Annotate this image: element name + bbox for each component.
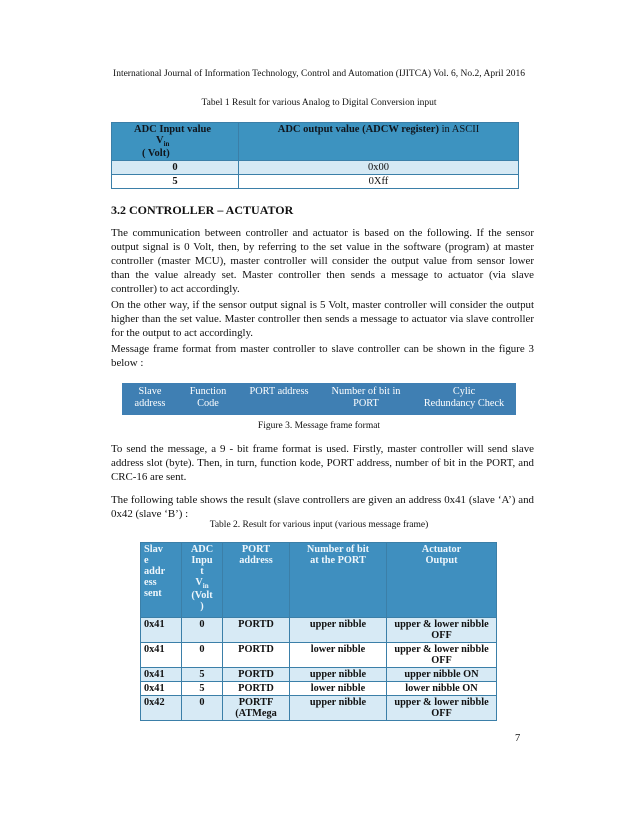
table2-cell: upper nibble ON bbox=[387, 668, 497, 682]
table2-header-slave: Slav e addr ess sent bbox=[141, 543, 182, 618]
table2-cell: 0 bbox=[182, 696, 223, 721]
table1-header-output: ADC output value (ADCW register) in ASCII bbox=[239, 123, 519, 161]
table2-header-adc: ADC Inpu t $V_{in}$ (Volt ) bbox=[182, 543, 223, 618]
frame-field-crc: Cylic Redundancy Check bbox=[423, 386, 505, 409]
table1-cell: 0Xff bbox=[239, 175, 519, 189]
table1-caption: Tabel 1 Result for various Analog to Digital Conversion input bbox=[201, 98, 437, 108]
table-row bbox=[141, 618, 497, 643]
table2-cell: PORTD bbox=[223, 643, 290, 668]
table2-cell: 5 bbox=[182, 682, 223, 696]
frame-field-port-address: PORT address bbox=[249, 386, 309, 397]
frame-field-number-of-bit: Number of bit in PORT bbox=[331, 386, 401, 409]
table2-cell: upper & lower nibble OFF bbox=[387, 643, 497, 668]
table2-cell: PORTD bbox=[223, 618, 290, 643]
body-paragraph-1: The communication between controller and actuator is based on the following. If the sensor output signal is 0 Volt, then, by referring to the set value in the software (program) at master controller (master MCU), master controller will consider the output value from sensor lower than the value already set. Master controller then sends a message to actuator (via slave controller) to act accordingly. bbox=[111, 227, 534, 295]
body-paragraph-4: To send the message, a 9 - bit frame format is used. Firstly, master controller will send slave address slot (byte). Then, in turn, function kode, PORT address, number of bit in the PORT, and CRC-16 are sent. bbox=[111, 443, 534, 483]
table1-header-input: ADC Input value $V_{in}$ ( Volt) bbox=[112, 123, 239, 161]
message-frame-figure bbox=[122, 383, 516, 415]
table2-cell: PORTD bbox=[223, 682, 290, 696]
section-title: 3.2 CONTROLLER – ACTUATOR bbox=[111, 203, 294, 217]
table-row bbox=[141, 668, 497, 682]
table2-cell: PORTD bbox=[223, 668, 290, 682]
adc-result-table bbox=[111, 122, 519, 189]
table2-cell: lower nibble ON bbox=[387, 682, 497, 696]
table-row bbox=[141, 696, 497, 721]
table2-header-nbit: Number of bit at the PORT bbox=[290, 543, 387, 618]
message-frame-result-table bbox=[140, 542, 497, 721]
table2-cell: 0x42 bbox=[141, 696, 182, 721]
table2-cell: 0x41 bbox=[141, 643, 182, 668]
page-number: 7 bbox=[515, 733, 521, 744]
journal-header: International Journal of Information Technology, Control and Automation (IJITCA) Vol. 6, No.2, April 2016 bbox=[113, 69, 525, 79]
frame-field-slave-address: Slave address bbox=[134, 386, 166, 409]
table-row bbox=[141, 643, 497, 668]
table1-cell: 5 bbox=[112, 175, 239, 189]
table2-cell: 0x41 bbox=[141, 668, 182, 682]
table2-cell: 0 bbox=[182, 618, 223, 643]
body-paragraph-5: The following table shows the result (slave controllers are given an address 0x41 (slave ‘A’) and 0x42 (slave ‘B’) : bbox=[111, 494, 534, 520]
body-paragraph-2: On the other way, if the sensor output signal is 5 Volt, master controller will consider the output higher than the set value. Master controller then sends a message to actuator via slave controller for the output to act accordingly. bbox=[111, 299, 534, 339]
table2-cell: lower nibble bbox=[290, 682, 387, 696]
table1-cell: 0 bbox=[112, 161, 239, 175]
table2-cell: upper nibble bbox=[290, 618, 387, 643]
table2-cell: 0 bbox=[182, 643, 223, 668]
table2-header-actuator: Actuator Output bbox=[387, 543, 497, 618]
table2-caption: Table 2. Result for various input (various message frame) bbox=[209, 520, 429, 530]
frame-field-function-code: Function Code bbox=[189, 386, 227, 409]
table-row bbox=[141, 682, 497, 696]
table2-cell: 5 bbox=[182, 668, 223, 682]
table2-cell: lower nibble bbox=[290, 643, 387, 668]
table2-cell: 0x41 bbox=[141, 682, 182, 696]
table2-cell: upper nibble bbox=[290, 696, 387, 721]
table2-cell: upper nibble bbox=[290, 668, 387, 682]
table2-cell: PORTF (ATMega bbox=[223, 696, 290, 721]
table2-cell: 0x41 bbox=[141, 618, 182, 643]
table1-cell: 0x00 bbox=[239, 161, 519, 175]
table2-cell: upper & lower nibble OFF bbox=[387, 696, 497, 721]
table2-cell: upper & lower nibble OFF bbox=[387, 618, 497, 643]
body-paragraph-3: Message frame format from master controller to slave controller can be shown in the figure 3 below : bbox=[111, 343, 534, 369]
table2-header-port: PORT address bbox=[223, 543, 290, 618]
figure-caption: Figure 3. Message frame format bbox=[257, 421, 381, 431]
